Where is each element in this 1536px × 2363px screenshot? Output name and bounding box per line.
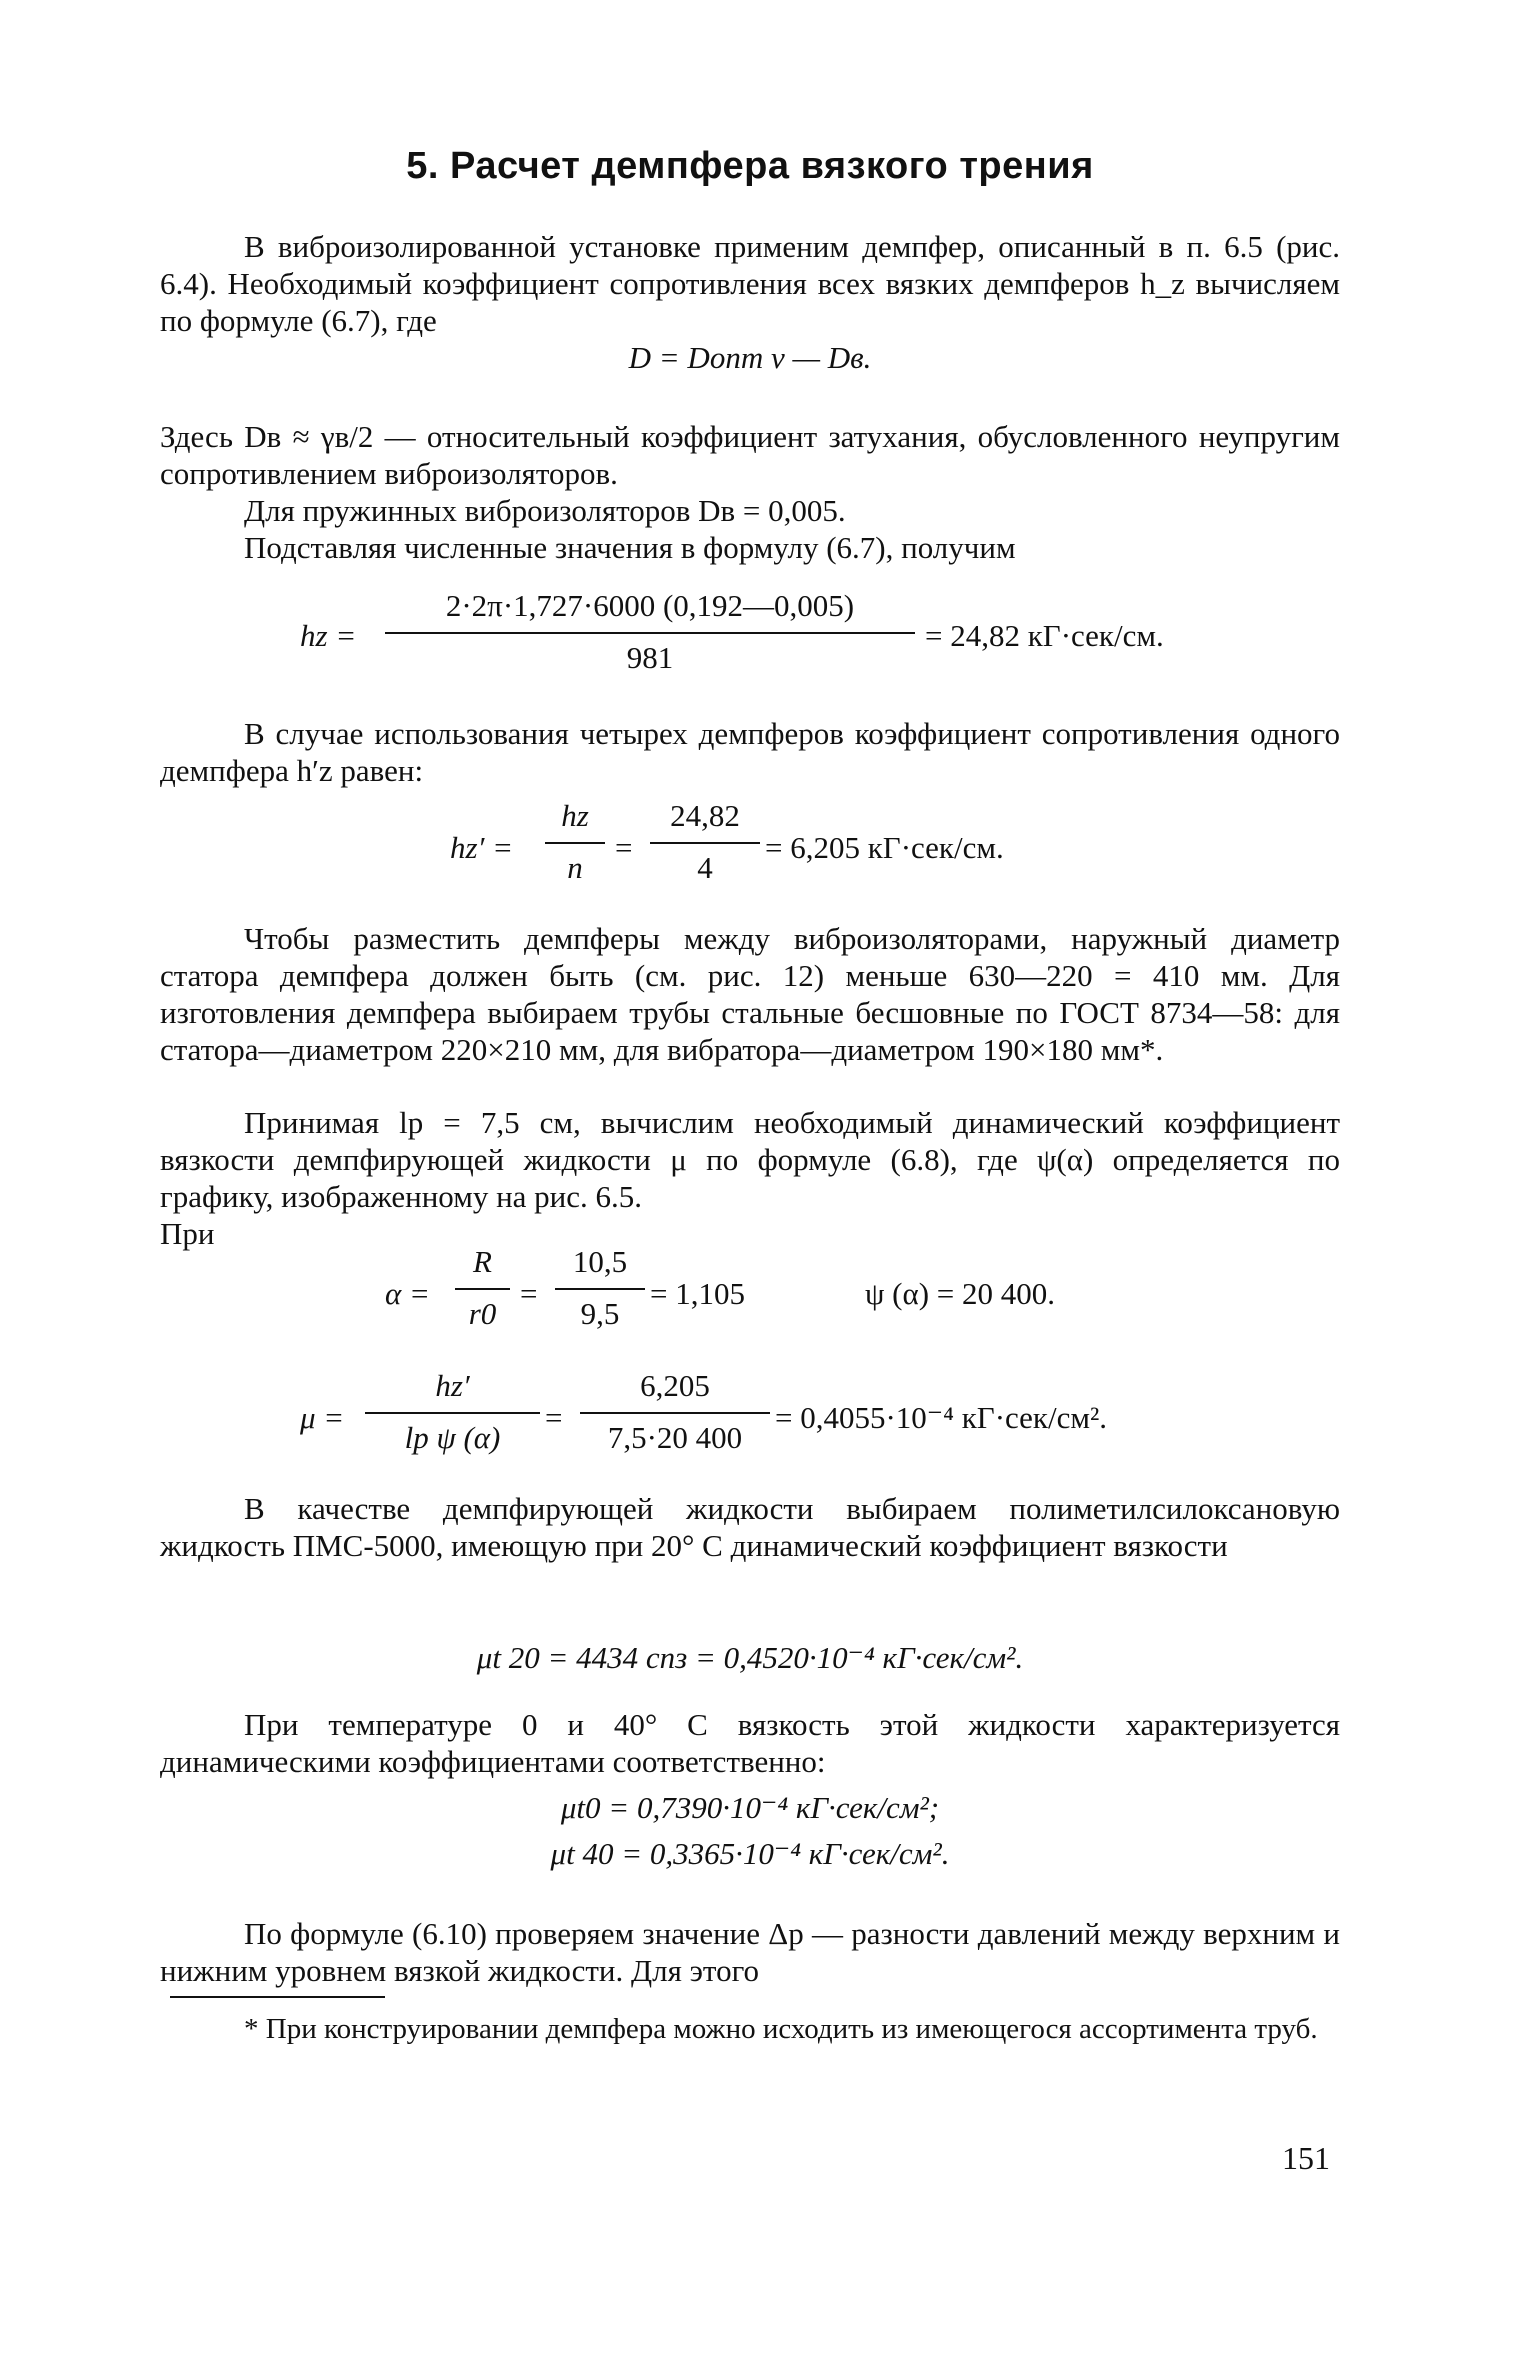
equation-alpha-lhs: α = [385,1276,430,1311]
footnote: * При конструировании демпфера можно исходить из имеющегося ассортимента труб. [244,2013,1318,2045]
fraction-bar [545,842,605,844]
footnote-rule [170,1996,385,1998]
equals-sign: = [545,1400,563,1435]
fraction-bar [365,1412,540,1414]
fraction-denominator: 9,5 [580,1296,620,1331]
paragraph-stator-diameter: Чтобы разместить демпферы между виброизоляторами, наружный диаметр статора демпфера должен быть (см. рис. 12) меньше 630—220 = 410 мм. Для изготовления демпфера выбираем трубы стальные бесшовные по ГОСТ 8734—58: для статора—диаметром 220×210 мм, для вибратора—диаметром 190×180 мм*. [160,921,1340,1067]
paragraph-damping-ratio: Здесь Dв ≈ γв/2 — относительный коэффициент затухания, обусловленного неупругим сопротивлением виброизоляторов. [160,419,1340,491]
equation-hz-numerator: 2·2π·1,727·6000 (0,192—0,005) [445,588,855,623]
equation-hz-fraction [385,588,915,688]
equation-hz-denominator: 981 [626,640,674,675]
fraction-bar [555,1288,645,1290]
paragraph-pressure-check: По формуле (6.10) проверяем значение Δp — разности давлений между верхним и нижним уровнем вязкой жидкости. Для этого [160,1916,1340,1988]
page [160,0,1340,2363]
fraction-bar [385,632,915,634]
fraction-numerator: hz′ [435,1368,470,1403]
equation-alpha-result: = 1,105 [650,1276,745,1311]
paragraph-intro: В виброизолированной установке применим демпфер, описанный в п. 6.5 (рис. 6.4). Необходимый коэффициент сопротивления всех вязких демпферов h_z вычисляем по формуле (6.7), где [160,229,1340,338]
fraction-denominator: r0 [468,1296,497,1331]
equation-alpha-fraction2 [555,1244,645,1344]
fraction-denominator: lр ψ (α) [404,1420,501,1455]
fraction-bar [455,1288,510,1290]
page-number: 151 [1282,2140,1330,2176]
equals-sign: = [520,1276,538,1311]
equation-mu-lhs: μ = [300,1400,345,1435]
fraction-denominator: n [567,850,583,885]
paragraph-four-dampers: В случае использования четырех демпферов коэффициент сопротивления одного демпфера h′z равен: [160,716,1340,788]
equation-mu-t40: μt 40 = 0,3365·10⁻⁴ кГ·сек/см². [550,1836,950,1871]
fraction-numerator: 6,205 [640,1368,710,1403]
equation-psi-value: ψ (α) = 20 400. [865,1276,1056,1311]
fraction-bar [650,842,760,844]
paragraph-substitution: Подставляя численные значения в формулу (6.7), получим [244,530,1016,565]
paragraph-spring-isolators: Для пружинных виброизоляторов Dв = 0,005. [244,493,846,528]
equation-hz-prime-result: = 6,205 кГ·сек/см. [765,830,1004,865]
equation-hz-prime-fraction1 [545,798,605,898]
paragraph-pri: При [160,1216,215,1251]
fraction-denominator: 4 [697,850,713,885]
fraction-numerator: 24,82 [670,798,740,833]
fraction-denominator: 7,5·20 400 [607,1420,743,1455]
equation-mu-fraction2 [580,1368,770,1468]
fraction-numerator: R [473,1244,492,1279]
equation-mu-result: = 0,4055·10⁻⁴ кГ·сек/см². [775,1400,1108,1435]
equation-mu-t20: μt 20 = 4434 спз = 0,4520·10⁻⁴ кГ·сек/см². [476,1640,1024,1675]
equation-hz-lhs: hz = [300,618,357,653]
equals-sign: = [615,830,633,865]
equation-alpha-fraction1 [455,1244,510,1344]
equation-mu-t0: μt0 = 0,7390·10⁻⁴ кГ·сек/см²; [560,1790,940,1825]
fraction-bar [580,1412,770,1414]
equation-damping-D: D = Dопт v — Dв. [628,340,872,375]
equation-hz-prime-lhs: hz′ = [450,830,514,865]
equation-hz-result: = 24,82 кГ·сек/см. [925,618,1164,653]
paragraph-viscosity-coefficient: Принимая lр = 7,5 см, вычислим необходимый динамический коэффициент вязкости демпфирующей жидкости μ по формуле (6.8), где ψ(α) определяется по графику, изображенному на рис. 6.5. [160,1105,1340,1214]
equation-mu-fraction1 [365,1368,540,1468]
fraction-numerator: 10,5 [572,1244,628,1279]
section-title: 5. Расчет демпфера вязкого трения [406,145,1094,187]
paragraph-pms-liquid: В качестве демпфирующей жидкости выбираем полиметилсилоксановую жидкость ПМС-5000, имеющую при 20° С динамический коэффициент вязкости [160,1491,1340,1563]
paragraph-temperature: При температуре 0 и 40° С вязкость этой жидкости характеризуется динамическими коэффициентами соответственно: [160,1707,1340,1779]
fraction-numerator: hz [561,798,589,833]
equation-hz-prime-fraction2 [650,798,760,898]
